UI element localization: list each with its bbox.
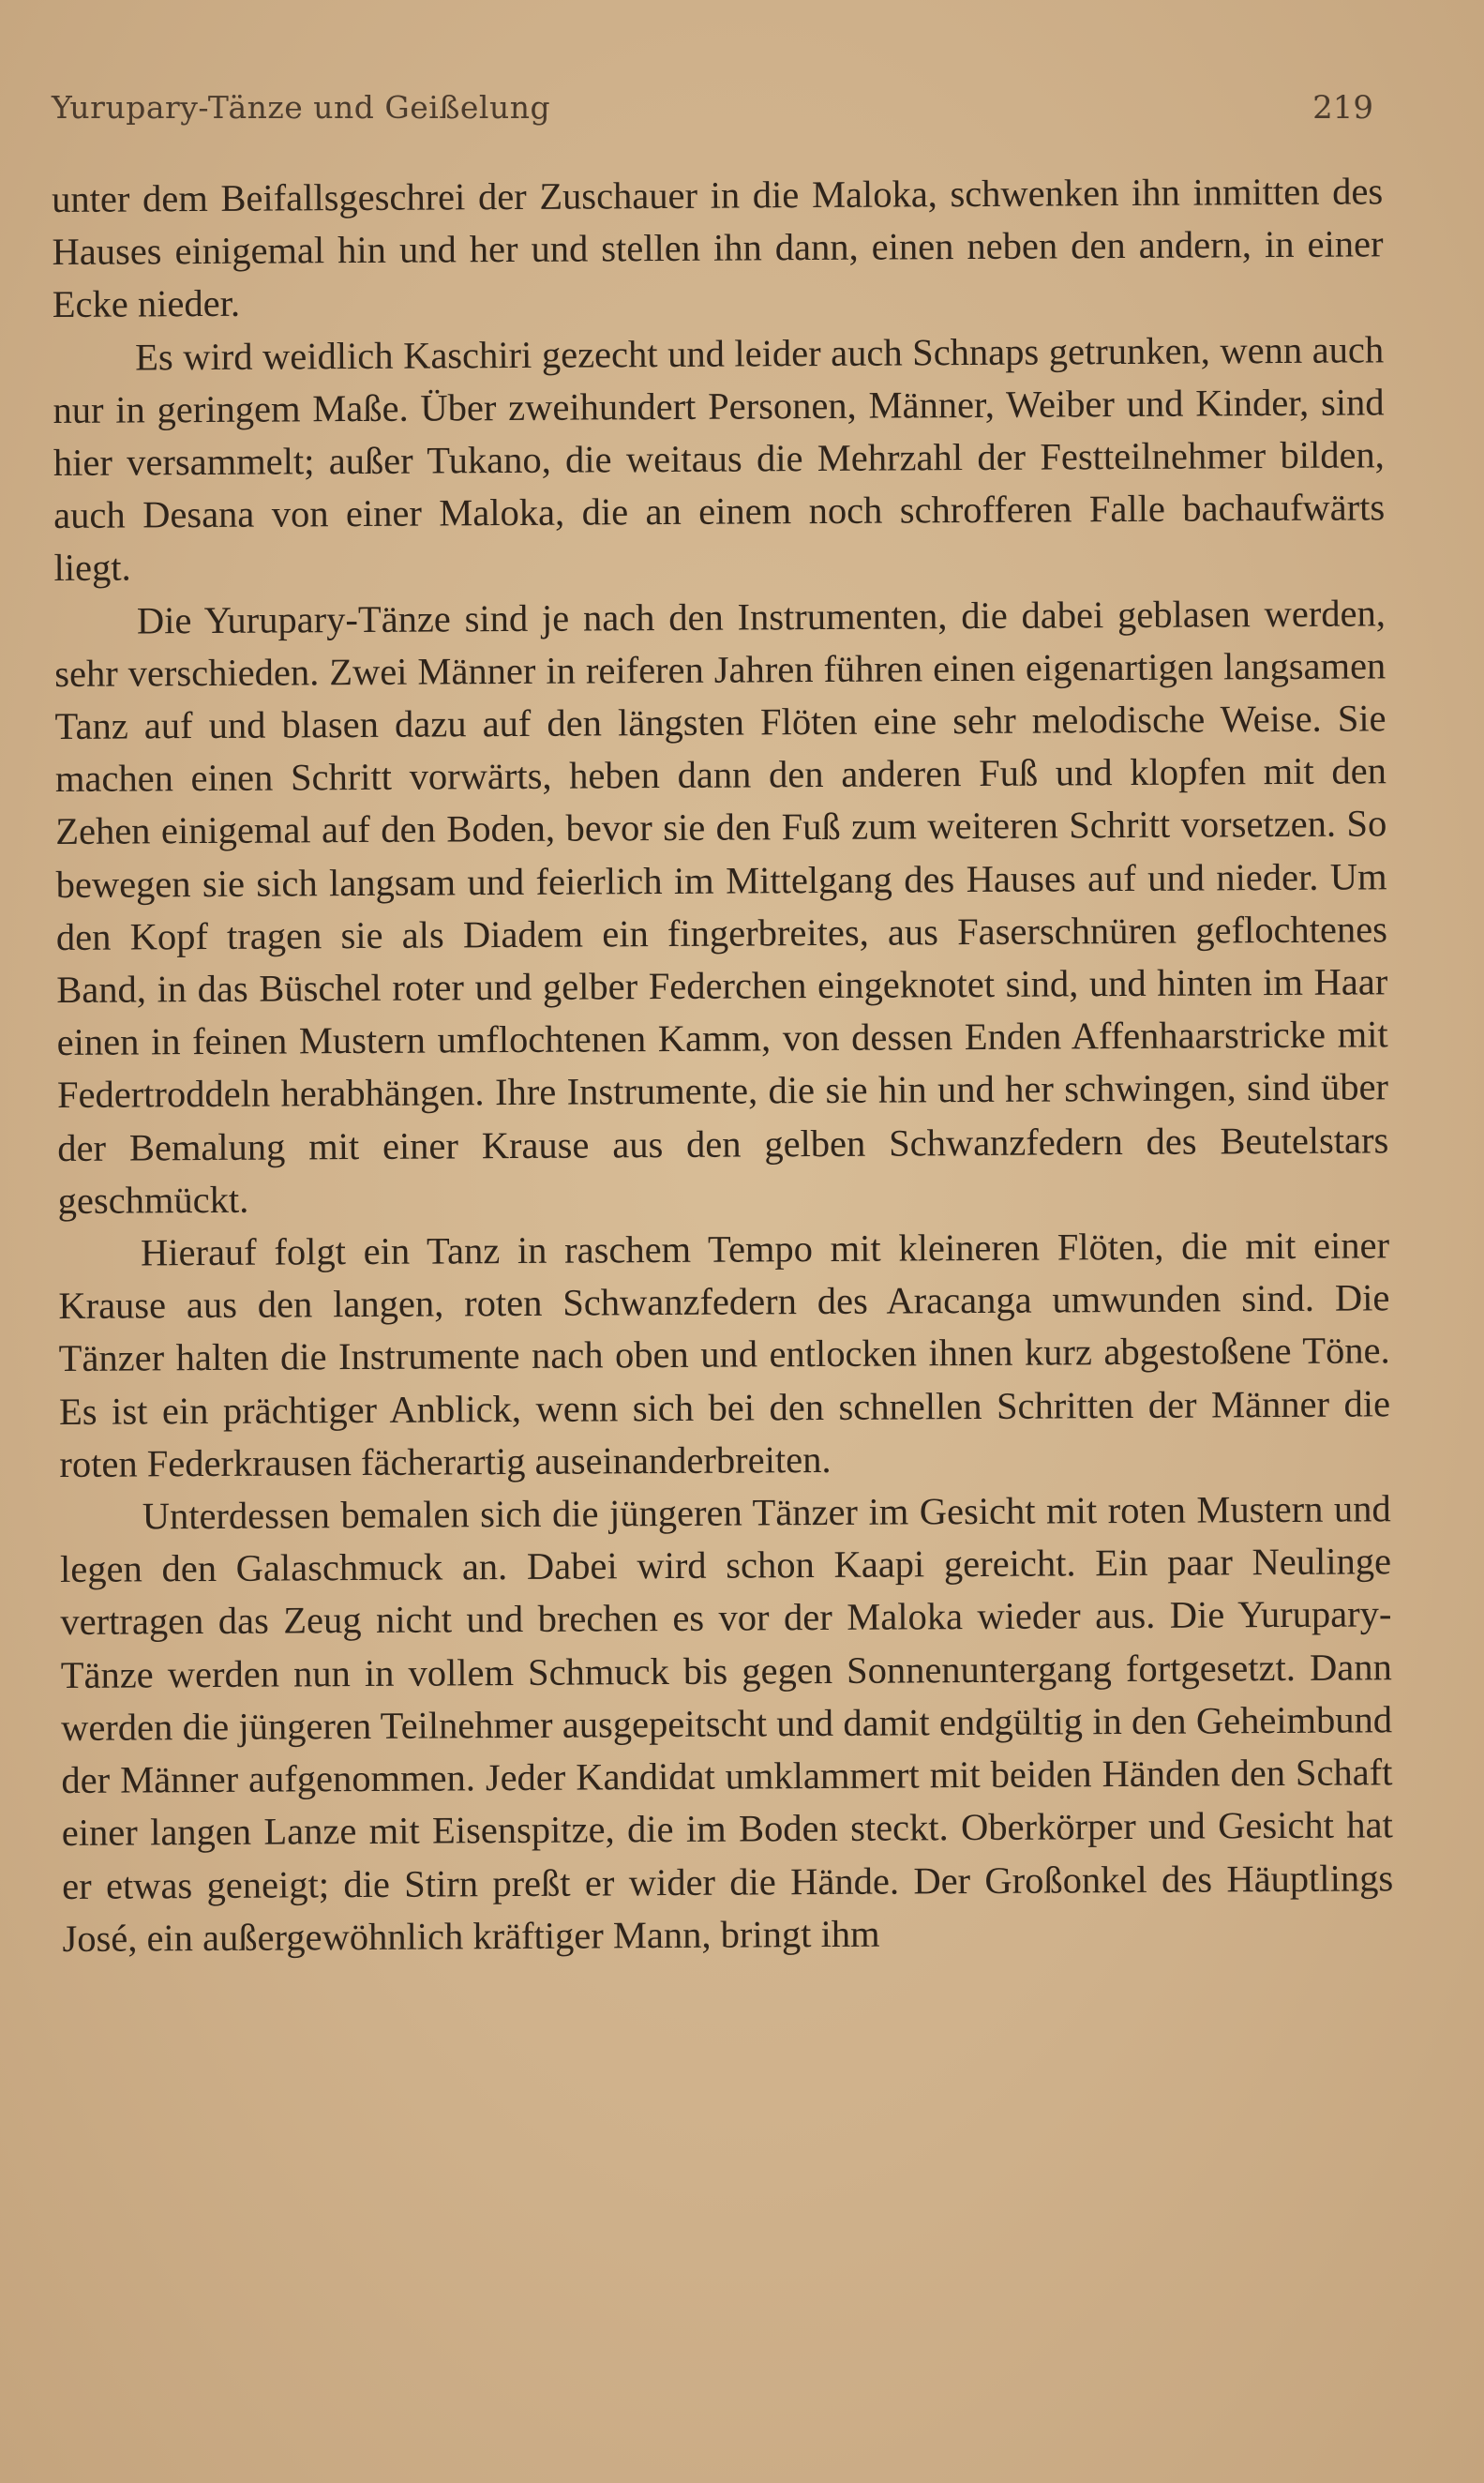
paragraph-continuation: unter dem Beifallsgeschrei der Zuschauer in die Maloka, schwenken ihn inmitten des Hauses einigemal hin und her und stellen ihn dann, einen neben den andern, in einer Ecke nieder. (52, 170, 1384, 326)
page-number: 219 (1312, 89, 1373, 127)
running-head (52, 89, 1373, 136)
body-text (52, 165, 1394, 1965)
paragraph-yurupary-dances: Die Yurupary-Tänze sind je nach den Instrumenten, die dabei geblasen werden, sehr verschieden. Zwei Männer in reiferen Jahren führen einen eigenartigen langsamen Tanz auf und blasen dazu auf den längsten Flöten eine sehr melodische Weise. Sie machen einen Schritt vorwärts, heben dann den anderen Fuß und klopfen mit den Zehen einigemal auf den Boden, bevor sie den Fuß zum weiteren Schritt vorsetzen. So bewegen sie sich langsam und feierlich im Mittelgang des Hauses auf und nieder. Um den Kopf tragen sie als Diadem ein fingerbreites, aus Faserschnüren geflochtenes Band, in das Büschel roter und gelber Federchen eingeknotet sind, und hinten im Haar einen in feinen Mustern umflochtenen Kamm, von dessen Enden Affenhaarstricke mit Federtroddeln herabhängen. Ihre Instrumente, die sie hin und her schwingen, sind über der Bemalung mit einer Krause aus den gelben Schwanzfedern des Beutelstars geschmückt. (54, 591, 1389, 1222)
running-title: Yurupary-Tänze und Geißelung (52, 89, 551, 126)
paragraph-initiation: Unterdessen bemalen sich die jüngeren Tänzer im Gesicht mit roten Mustern und legen den Galaschmuck an. Dabei wird schon Kaapi gereicht. Ein paar Neulinge vertragen das Zeug nicht und brechen es vor der Maloka wieder aus. Die Yurupary-Tänze werden nun in vollem Schmuck bis gegen Sonnenuntergang fortgesetzt. Dann werden die jüngeren Teilnehmer ausgepeitscht und damit endgültig in den Geheimbund der Männer aufgenommen. Jeder Kandidat umklammert mit beiden Händen den Schaft einer langen Lanze mit Eisenspitze, die im Boden steckt. Oberkörper und Gesicht hat er etwas geneigt; die Stirn preßt er wider die Hände. Der Großonkel des Häuptlings José, ein außergewöhnlich kräftiger Mann, bringt ihm (59, 1487, 1394, 1960)
paragraph-fast-dance: Hierauf folgt ein Tanz in raschem Tempo mit kleineren Flöten, die mit einer Krause aus den langen, roten Schwanzfedern des Aracanga umwunden sind. Die Tänzer halten die Instrumente nach oben und entlocken ihnen kurz abgestoßene Töne. Es ist ein prächtiger Anblick, wenn sich bei den schnellen Schritten der Männer die roten Federkrausen fächerartig auseinanderbreiten. (58, 1224, 1391, 1485)
paragraph-festival: Es wird weidlich Kaschiri gezecht und leider auch Schnaps getrunken, wenn auch nur in geringem Maße. Über zweihundert Personen, Männer, Weiber und Kinder, sind hier versammelt; außer Tukano, die weitaus die Mehrzahl der Festteilnehmer bilden, auch Desana von einer Maloka, die an einem noch schrofferen Falle bachaufwärts liegt. (52, 327, 1386, 590)
